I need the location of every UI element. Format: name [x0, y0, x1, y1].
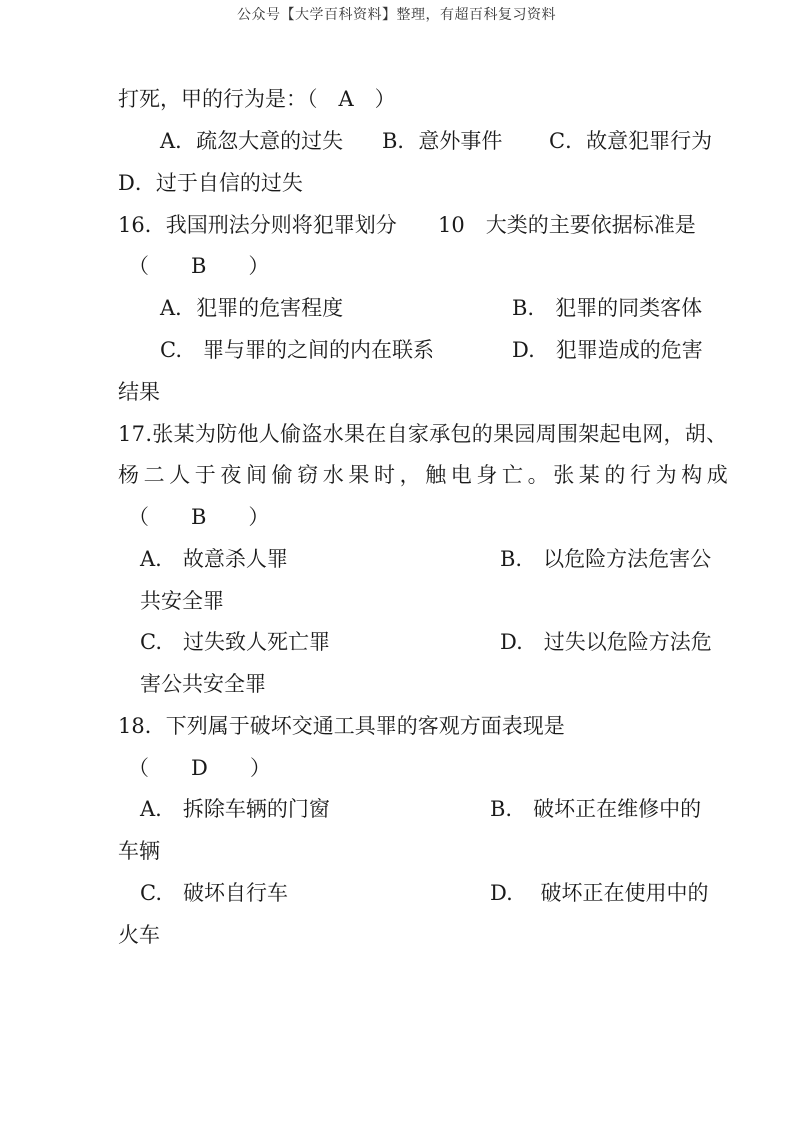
q16-option-d: D. 犯罪造成的危害: [512, 338, 703, 362]
q17-option-d-cont: 害公共安全罪: [140, 672, 266, 696]
page-header: 公众号【大学百科资料】整理，有超百科复习资料: [237, 7, 556, 23]
q17-option-b-cont: 共安全罪: [140, 589, 224, 613]
q18-option-a: A. 拆除车辆的门窗: [140, 797, 330, 821]
q18-stem: 18．下列属于破坏交通工具罪的客观方面表现是: [118, 714, 565, 738]
q17-stem-line1: 17.张某为防他人偷盗水果在自家承包的果园周围架起电网，胡、: [118, 422, 728, 446]
q18-option-c: C. 破坏自行车: [140, 881, 288, 905]
q15-option-b: B．意外事件: [382, 129, 503, 153]
q18-answer: （ D ）: [128, 756, 271, 780]
q18-option-b: B. 破坏正在维修中的: [490, 797, 702, 821]
q18-option-d: D. 破坏正在使用中的: [490, 881, 709, 905]
q17-answer: （ B ）: [128, 505, 270, 529]
q16-option-c: C. 罪与罪的之间的内在联系: [160, 338, 434, 362]
q16-stem-part2: 10 大类的主要依据标准是: [438, 213, 696, 237]
q17-option-a: A. 故意杀人罪: [140, 547, 288, 571]
q16-option-d-cont: 结果: [118, 380, 160, 404]
q17-option-d: D. 过失以危险方法危: [500, 630, 712, 654]
q17-option-b: B. 以危险方法危害公: [500, 547, 712, 571]
q18-option-b-cont: 车辆: [118, 839, 160, 863]
q15-option-c: C．故意犯罪行为: [549, 129, 713, 153]
q15-tail: 打死，甲的行为是：（ A ）: [118, 87, 396, 111]
q15-option-a: A．疏忽大意的过失: [160, 129, 344, 153]
q16-option-a: A．犯罪的危害程度: [160, 296, 344, 320]
q15-option-d: D．过于自信的过失: [118, 171, 303, 195]
q17-stem-line2: 杨二人于夜间偷窃水果时，触电身亡。张某的行为构成: [118, 463, 733, 487]
q16-answer: （ B ）: [128, 254, 270, 278]
q16-option-b: B. 犯罪的同类客体: [512, 296, 703, 320]
q16-stem-part1: 16．我国刑法分则将犯罪划分: [118, 213, 397, 237]
q18-option-d-cont: 火车: [118, 923, 160, 947]
q17-option-c: C. 过失致人死亡罪: [140, 630, 330, 654]
